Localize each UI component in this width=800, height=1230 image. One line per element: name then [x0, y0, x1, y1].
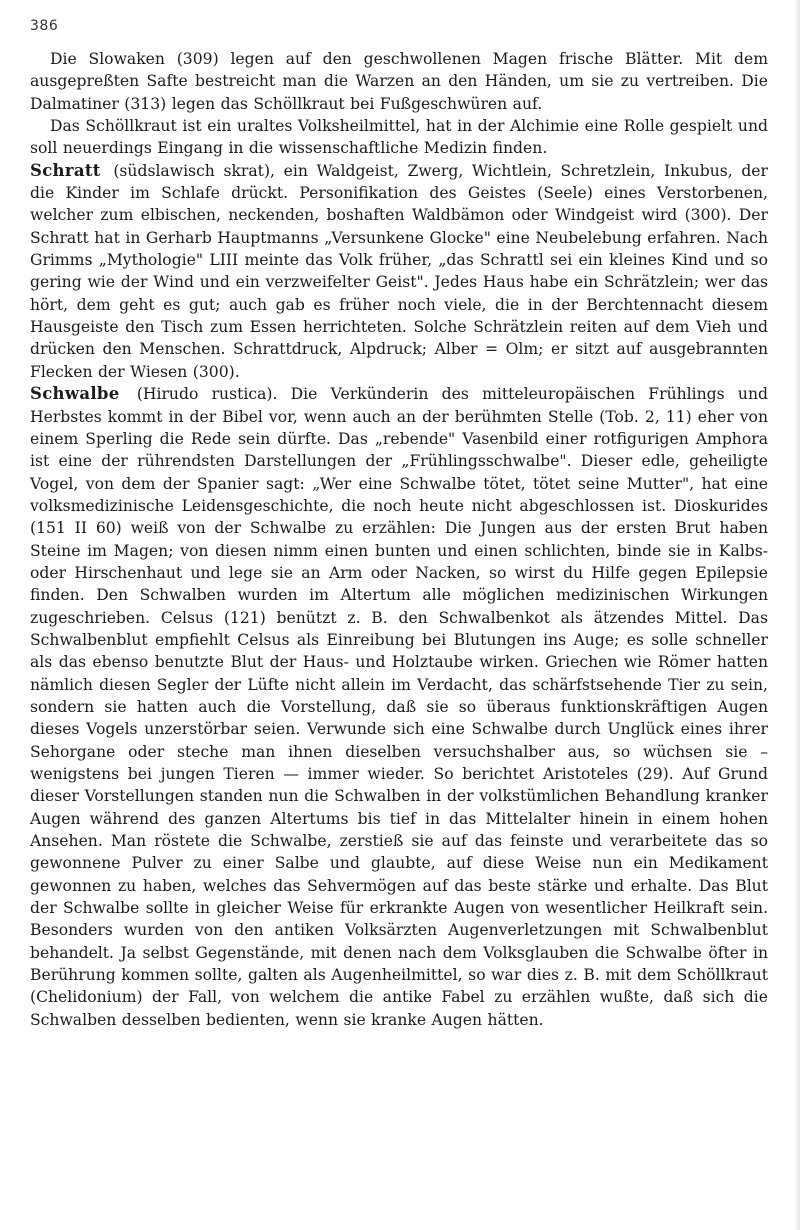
entry-schratt — [30, 160, 768, 383]
headword-schratt: Schratt — [30, 160, 101, 180]
paragraph-slovaks-dalmatians: Die Slowaken (309) legen auf den geschwollenen Magen frische Blätter. Mit dem ausgepreßten Safte bestreicht man die Warzen an den Händen, um sie zu vertreiben. Die Dalmatiner (313) legen das Schöllkraut bei Fußgeschwüren auf. — [30, 50, 768, 113]
page-number: 386 — [30, 18, 59, 34]
book-page — [30, 18, 768, 1031]
paragraph-volksheilmittel: Das Schöllkraut ist ein uraltes Volksheilmittel, hat in der Alchimie eine Rolle gespielt und soll neuerdings Eingang in die wissenschaftliche Medizin finden. — [30, 117, 768, 158]
entry-schwalbe-text: (Hirudo rustica). Die Verkünderin des mitteleuropäischen Frühlings und Herbstes kommt in der Bibel vor, wenn auch an der berühmten Stelle (Tob. 2, 11) eher von einem Sperling die Rede sein dürfte. Das „rebende" Vasenbild einer rotfigurigen Amphora ist eine der rührendsten Darstellungen der „Frühlingsschwalbe". Dieser edle, geheiligte Vogel, von dem der Spanier sagt: „Wer eine Schwalbe tötet, tötet seine Mutter", hat eine volksmedizinische Leidensgeschichte, die noch heute nicht abgeschlossen ist. Dioskurides (151 II 60) weiß von der Schwalbe zu erzählen: Die Jungen aus der ersten Brut haben Steine im Magen; von diesen nimm einen bunten und einen schlichten, binde sie in Kalbs- oder Hirschenhaut und lege sie an Arm oder Nacken, so wirst du Hilfe gegen Epilepsie finden. Den Schwalben wurden im Altertum alle möglichen medizinischen Wirkungen zugeschrieben. Celsus (121) benützt z. B. den Schwalbenkot als ätzendes Mittel. Das Schwalbenblut empfiehlt Celsus als Einreibung bei Blutungen ins Auge; es solle schneller als das ebenso benutzte Blut der Haus- und Holztaube wirken. Griechen wie Römer hatten nämlich diesen Segler der Lüfte nicht allein im Verdacht, das schärfstsehende Tier zu sein, sondern sie hatten auch die Vorstellung, daß sie so überaus funktionskräftigen Augen dieses Vogels unzerstörbar seien. Verwunde sich eine Schwalbe durch Unglück eines ihrer Sehorgane oder steche man ihnen dieselben versuchshalber aus, so wüchsen sie – wenigstens bei jungen Tieren — immer wieder. So berichtet Aristoteles (29). Auf Grund dieser Vorstellungen standen nun die Schwalben in der volkstümlichen Behandlung kranker Augen während des ganzen Altertums bis tief in das Mittelalter hinein in einem hohen Ansehen. Man röstete die Schwalbe, zerstieß sie auf das feinste und verarbeitete das so gewonnene Pulver zu einer Salbe und glaubte, auf diese Weise nun ein Medikament gewonnen zu haben, welches das Sehvermögen auf das beste stärke und erhalte. Das Blut der Schwalbe sollte in gleicher Weise für erkrankte Augen von wesentlicher Heilkraft sein. Besonders wurden von den antiken Volksärzten Augenverletzungen mit Schwalbenblut behandelt. Ja selbst Gegenstände, mit denen nach dem Volksglauben die Schwalbe öfter in Berührung kommen sollte, galten als Augenheilmittel, so war dies z. B. mit dem Schöllkraut (Chelidonium) der Fall, von welchem die antike Fabel zu erzählen wußte, daß sich die Schwalben desselben bedienten, wenn sie kranke Augen hätten. — [30, 385, 768, 1029]
entry-schratt-text: (südslawisch skrat), ein Waldgeist, Zwerg, Wichtlein, Schretzlein, Inkubus, der die Kinder im Schlafe drückt. Personifikation des Geistes (Seele) eines Verstorbenen, welcher zum elbischen, neckenden, boshaften Waldbämon oder Windgeist wird (300). Der Schratt hat in Gerharb Hauptmanns „Versunkene Glocke" eine Neubelebung erfahren. Nach Grimms „Mythologie" LIII meinte das Volk früher, „das Schrattl sei ein kleines Kind und so gering wie der Wind und ein verzweifelter Geist". Jedes Haus habe ein Schrätzlein; wer das hört, dem geht es gut; auch gab es früher noch viele, die in der Berchtennacht diesem Hausgeiste den Tisch zum Essen herrichteten. Solche Schrätzlein reiten auf dem Vieh und drücken den Menschen. Schrattdruck, Alpdruck; Alber = Olm; er sitzt auf ausgebrannten Flecken der Wiesen (300). — [30, 161, 768, 381]
page-edge-shadow — [794, 0, 800, 1230]
headword-schwalbe: Schwalbe — [30, 384, 120, 404]
entry-schwalbe — [30, 383, 768, 1031]
